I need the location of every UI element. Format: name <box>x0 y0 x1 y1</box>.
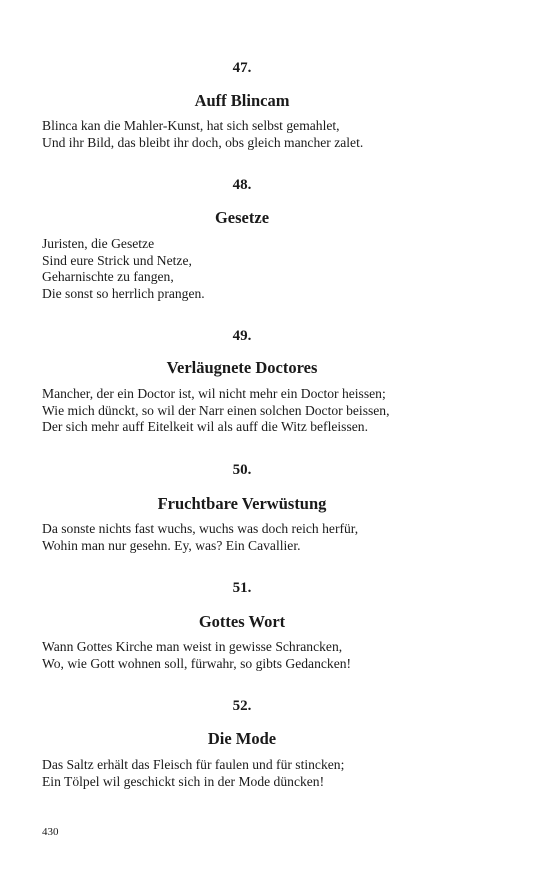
poem-line: Juristen, die Gesetze <box>42 236 155 251</box>
poem-title: Gottes Wort <box>198 612 286 631</box>
page-number: 430 <box>42 826 59 838</box>
poem-number: 49. <box>232 328 252 344</box>
poem-title: Auff Blincam <box>194 91 290 110</box>
poem-number: 51. <box>232 580 252 596</box>
poem-line: Blinca kan die Mahler-Kunst, hat sich selbst gemahlet, <box>42 118 340 133</box>
poem-body <box>42 757 502 790</box>
poem-line: Mancher, der ein Doctor ist, wil nicht mehr ein Doctor heissen; <box>42 386 386 401</box>
poem-line: Das Saltz erhält das Fleisch für faulen und für stincken; <box>42 757 345 772</box>
poem-body <box>42 236 502 302</box>
poem-line: Und ihr Bild, das bleibt ihr doch, obs gleich mancher zalet. <box>42 134 364 150</box>
poem-line: Wo, wie Gott wohnen soll, fürwahr, so gibts Gedancken! <box>42 655 352 671</box>
poem-number: 52. <box>232 698 252 714</box>
poem-number: 50. <box>232 462 252 478</box>
poem-title: Fruchtbare Verwüstung <box>157 494 327 513</box>
poem-number: 47. <box>232 60 252 76</box>
poem-title: Die Mode <box>207 729 277 748</box>
poem-body <box>42 386 502 436</box>
poem-line: Wohin man nur gesehn. Ey, was? Ein Cavallier. <box>42 537 301 553</box>
poem-line: Wann Gottes Kirche man weist in gewisse Schrancken, <box>42 639 343 654</box>
poem-body <box>42 639 502 672</box>
poem-body <box>42 118 502 151</box>
poem-line: Der sich mehr auff Eitelkeit wil als auff die Witz befleissen. <box>42 419 368 434</box>
poem-line: Sind eure Strick und Netze, <box>42 252 192 268</box>
poem-number: 48. <box>232 177 252 193</box>
poem-title: Gesetze <box>214 208 270 227</box>
poem-body <box>42 521 502 554</box>
poem-line: Ein Tölpel wil geschickt sich in der Mode düncken! <box>42 773 325 789</box>
poem-line: Geharnischte zu fangen, <box>42 269 174 284</box>
poem-title: Verläugnete Doctores <box>166 358 318 377</box>
poem-line: Die sonst so herrlich prangen. <box>42 285 205 301</box>
poem-line: Wie mich dünckt, so wil der Narr einen solchen Doctor beissen, <box>42 402 390 418</box>
poem-line: Da sonste nichts fast wuchs, wuchs was doch reich herfür, <box>42 521 359 536</box>
